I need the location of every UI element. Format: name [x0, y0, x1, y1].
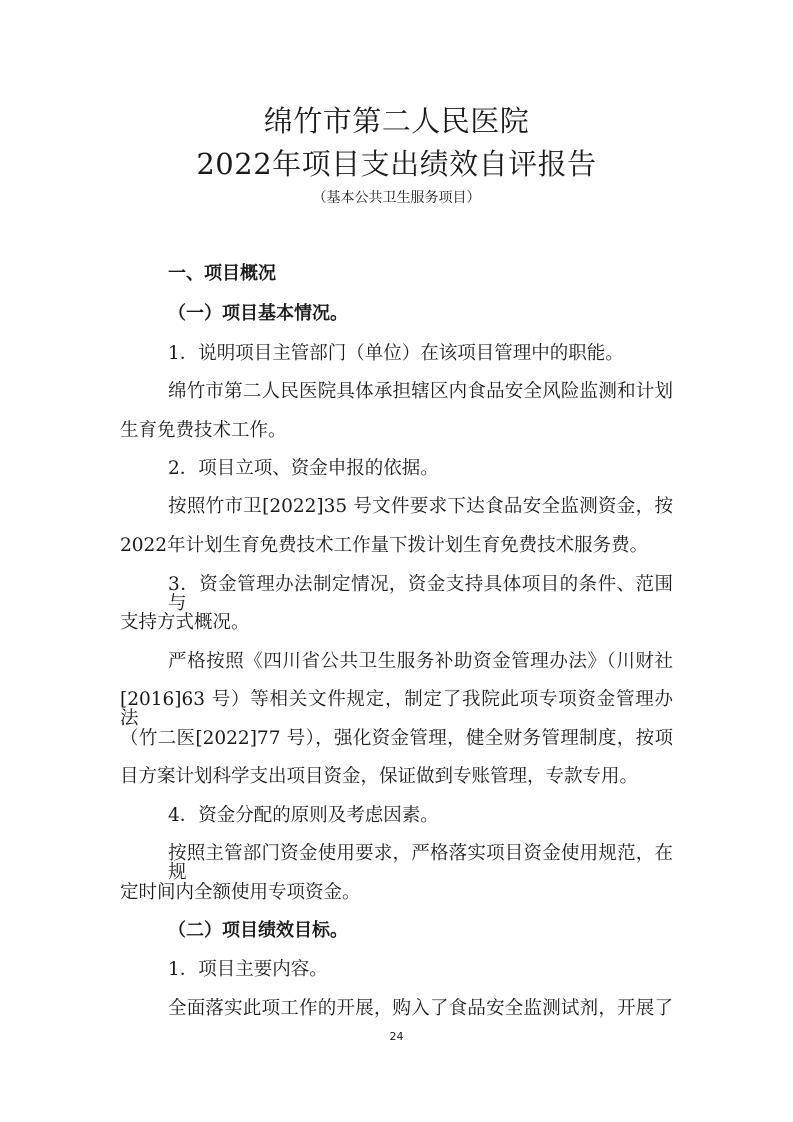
item-heading-3: 3．资金管理办法制定情况，资金支持具体项目的条件、范围与 — [168, 574, 673, 614]
item-heading-4: 4．资金分配的原则及考虑因素。 — [168, 805, 439, 826]
item-heading-5: 1．项目主要内容。 — [168, 959, 328, 980]
paragraph-line: 按照竹市卫[2022]35 号文件要求下达食品安全监测资金，按 — [168, 496, 673, 517]
paragraph-line: 生育免费技术工作。 — [120, 420, 287, 441]
document-title-line-1: 绵竹市第二人民医院 — [263, 104, 530, 138]
paragraph-line: 按照主管部门资金使用要求，严格落实项目资金使用规范，在规 — [168, 843, 673, 883]
paragraph-line: 目方案计划科学支出项目资金，保证做到专账管理，专款专用。 — [120, 766, 639, 787]
item-heading-1: 1．说明项目主管部门（单位）在该项目管理中的职能。 — [168, 343, 624, 364]
section-heading-project-overview: 一、项目概况 — [168, 263, 276, 284]
paragraph-line: 严格按照《四川省公共卫生服务补助资金管理办法》（川财社 — [168, 651, 673, 672]
subsection-heading-performance-goals: （二）项目绩效目标。 — [168, 920, 348, 941]
document-subtitle: （基本公共卫生服务项目） — [312, 190, 481, 206]
item-heading-2: 2．项目立项、资金申报的依据。 — [168, 458, 439, 479]
document-title-line-2: 2022年项目支出绩效自评报告 — [196, 147, 597, 181]
paragraph-line: [2016]63 号）等相关文件规定，制定了我院此项专项资金管理办法 — [120, 689, 673, 729]
item-heading-3-continued: 支持方式概况。 — [120, 612, 250, 633]
paragraph-line: 全面落实此项工作的开展，购入了食品安全监测试剂，开展了 — [168, 998, 673, 1019]
paragraph-line: （竹二医[2022]77 号），强化资金管理，健全财务管理制度，按项 — [120, 728, 673, 749]
paragraph-line: 2022年计划生育免费技术工作量下拨计划生育免费技术服务费。 — [120, 535, 649, 556]
paragraph-line: 定时间内全额使用专项资金。 — [120, 882, 361, 903]
paragraph-line: 绵竹市第二人民医院具体承担辖区内食品安全风险监测和计划 — [168, 381, 673, 402]
subsection-heading-basic-info: （一）项目基本情况。 — [168, 303, 348, 324]
page-number: 24 — [389, 1030, 404, 1043]
